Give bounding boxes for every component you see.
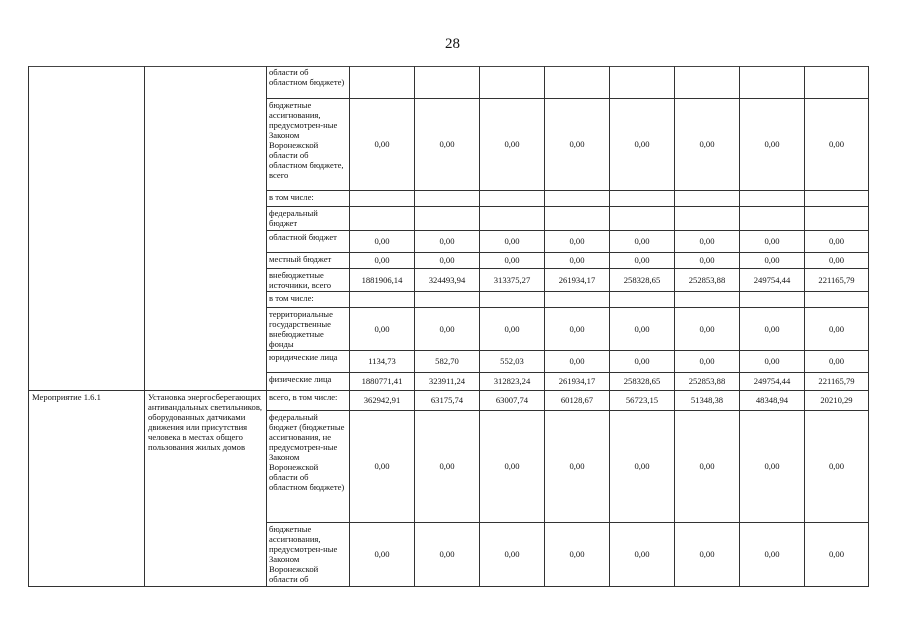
amount-cell: 0,00 — [350, 410, 415, 522]
amount-cell: 249754,44 — [740, 268, 805, 291]
amount-cell: 63007,74 — [480, 390, 545, 410]
amount-cell — [545, 291, 610, 307]
amount-cell: 0,00 — [610, 252, 675, 268]
amount-cell — [740, 291, 805, 307]
amount-cell: 252853,88 — [675, 372, 740, 390]
amount-cell — [610, 190, 675, 206]
amount-cell: 0,00 — [350, 98, 415, 190]
amount-cell — [415, 66, 480, 98]
funding-source-cell: в том числе: — [267, 291, 350, 307]
amount-cell: 63175,74 — [415, 390, 480, 410]
funding-source-cell: физические лица — [267, 372, 350, 390]
amount-cell: 0,00 — [480, 98, 545, 190]
amount-cell — [350, 206, 415, 230]
amount-cell: 60128,67 — [545, 390, 610, 410]
amount-cell — [805, 206, 869, 230]
amount-cell: 0,00 — [480, 252, 545, 268]
amount-cell: 0,00 — [740, 307, 805, 350]
funding-source-cell: области об областном бюджете) — [267, 66, 350, 98]
amount-cell: 0,00 — [480, 307, 545, 350]
amount-cell: 313375,27 — [480, 268, 545, 291]
amount-cell — [740, 206, 805, 230]
amount-cell — [740, 190, 805, 206]
amount-cell: 0,00 — [740, 522, 805, 586]
amount-cell: 0,00 — [610, 410, 675, 522]
funding-source-cell: юридические лица — [267, 350, 350, 372]
amount-cell: 1134,73 — [350, 350, 415, 372]
activity-code-cell: Мероприятие 1.6.1 — [29, 390, 145, 586]
funding-source-cell: федеральный бюджет (бюджетные ассигнования, не предусмотрен-ные Законом Воронежской области об областном бюджете) — [267, 410, 350, 522]
amount-cell: 0,00 — [675, 252, 740, 268]
amount-cell: 20210,29 — [805, 390, 869, 410]
amount-cell: 0,00 — [805, 98, 869, 190]
funding-source-cell: бюджетные ассигнования, предусмотрен-ные Законом Воронежской области об — [267, 522, 350, 586]
amount-cell: 362942,91 — [350, 390, 415, 410]
amount-cell — [415, 190, 480, 206]
amount-cell: 0,00 — [480, 410, 545, 522]
funding-source-cell: федеральный бюджет — [267, 206, 350, 230]
activity-name-cell: Установка энергосберегающих антивандальных светильников, оборудованных датчиками движения или присутствия человека в местах общего пользования жилых домов — [145, 390, 267, 586]
amount-cell: 0,00 — [415, 98, 480, 190]
amount-cell: 0,00 — [415, 410, 480, 522]
amount-cell: 0,00 — [480, 230, 545, 252]
amount-cell: 249754,44 — [740, 372, 805, 390]
amount-cell: 0,00 — [545, 98, 610, 190]
amount-cell: 0,00 — [675, 522, 740, 586]
budget-table-body — [29, 66, 869, 586]
amount-cell — [610, 291, 675, 307]
budget-table — [28, 66, 869, 587]
budget-table-container — [28, 66, 868, 587]
amount-cell — [675, 190, 740, 206]
amount-cell: 261934,17 — [545, 268, 610, 291]
amount-cell — [675, 291, 740, 307]
amount-cell — [610, 206, 675, 230]
amount-cell: 552,03 — [480, 350, 545, 372]
amount-cell: 221165,79 — [805, 372, 869, 390]
amount-cell — [675, 66, 740, 98]
amount-cell: 324493,94 — [415, 268, 480, 291]
activity-name-cell — [145, 66, 267, 390]
page-number: 28 — [445, 36, 460, 52]
amount-cell: 56723,15 — [610, 390, 675, 410]
amount-cell — [350, 190, 415, 206]
amount-cell: 0,00 — [610, 98, 675, 190]
funding-source-cell: в том числе: — [267, 190, 350, 206]
amount-cell: 0,00 — [675, 307, 740, 350]
amount-cell: 0,00 — [675, 410, 740, 522]
amount-cell: 0,00 — [415, 230, 480, 252]
amount-cell: 0,00 — [675, 230, 740, 252]
amount-cell: 0,00 — [805, 410, 869, 522]
amount-cell: 261934,17 — [545, 372, 610, 390]
amount-cell: 0,00 — [545, 307, 610, 350]
table-row — [29, 390, 869, 410]
amount-cell — [415, 291, 480, 307]
amount-cell — [480, 66, 545, 98]
amount-cell — [805, 291, 869, 307]
amount-cell: 252853,88 — [675, 268, 740, 291]
amount-cell: 0,00 — [350, 230, 415, 252]
amount-cell: 0,00 — [805, 522, 869, 586]
amount-cell: 0,00 — [545, 350, 610, 372]
amount-cell: 0,00 — [415, 522, 480, 586]
amount-cell: 0,00 — [740, 230, 805, 252]
funding-source-cell: областной бюджет — [267, 230, 350, 252]
amount-cell: 0,00 — [350, 252, 415, 268]
amount-cell: 258328,65 — [610, 372, 675, 390]
amount-cell — [480, 190, 545, 206]
amount-cell — [545, 206, 610, 230]
amount-cell: 0,00 — [610, 350, 675, 372]
amount-cell: 0,00 — [740, 410, 805, 522]
amount-cell: 0,00 — [740, 350, 805, 372]
amount-cell: 221165,79 — [805, 268, 869, 291]
amount-cell: 0,00 — [610, 230, 675, 252]
amount-cell: 0,00 — [545, 522, 610, 586]
amount-cell — [805, 66, 869, 98]
amount-cell: 0,00 — [350, 307, 415, 350]
amount-cell — [545, 66, 610, 98]
activity-code-cell — [29, 66, 145, 390]
amount-cell: 0,00 — [805, 307, 869, 350]
amount-cell — [350, 291, 415, 307]
amount-cell — [480, 291, 545, 307]
table-row — [29, 66, 869, 98]
amount-cell — [805, 190, 869, 206]
amount-cell: 323911,24 — [415, 372, 480, 390]
amount-cell: 0,00 — [675, 98, 740, 190]
amount-cell: 0,00 — [545, 230, 610, 252]
funding-source-cell: территориальные государственные внебюджетные фонды — [267, 307, 350, 350]
funding-source-cell: всего, в том числе: — [267, 390, 350, 410]
amount-cell: 258328,65 — [610, 268, 675, 291]
amount-cell: 51348,38 — [675, 390, 740, 410]
amount-cell: 0,00 — [415, 307, 480, 350]
amount-cell: 0,00 — [415, 252, 480, 268]
amount-cell: 0,00 — [740, 98, 805, 190]
amount-cell: 0,00 — [675, 350, 740, 372]
amount-cell: 0,00 — [610, 522, 675, 586]
amount-cell — [675, 206, 740, 230]
amount-cell — [545, 190, 610, 206]
amount-cell — [610, 66, 675, 98]
amount-cell: 0,00 — [805, 350, 869, 372]
amount-cell: 0,00 — [740, 252, 805, 268]
amount-cell: 0,00 — [480, 522, 545, 586]
amount-cell: 0,00 — [805, 230, 869, 252]
funding-source-cell: местный бюджет — [267, 252, 350, 268]
amount-cell: 0,00 — [610, 307, 675, 350]
funding-source-cell: внебюджетные источники, всего — [267, 268, 350, 291]
amount-cell: 48348,94 — [740, 390, 805, 410]
amount-cell: 0,00 — [350, 522, 415, 586]
amount-cell: 312823,24 — [480, 372, 545, 390]
amount-cell: 582,70 — [415, 350, 480, 372]
amount-cell — [480, 206, 545, 230]
amount-cell: 1881906,14 — [350, 268, 415, 291]
amount-cell — [740, 66, 805, 98]
amount-cell — [350, 66, 415, 98]
amount-cell: 0,00 — [545, 252, 610, 268]
amount-cell — [415, 206, 480, 230]
amount-cell: 0,00 — [805, 252, 869, 268]
amount-cell: 1880771,41 — [350, 372, 415, 390]
funding-source-cell: бюджетные ассигнования, предусмотрен-ные Законом Воронежской области об областном бюджете, всего — [267, 98, 350, 190]
amount-cell: 0,00 — [545, 410, 610, 522]
